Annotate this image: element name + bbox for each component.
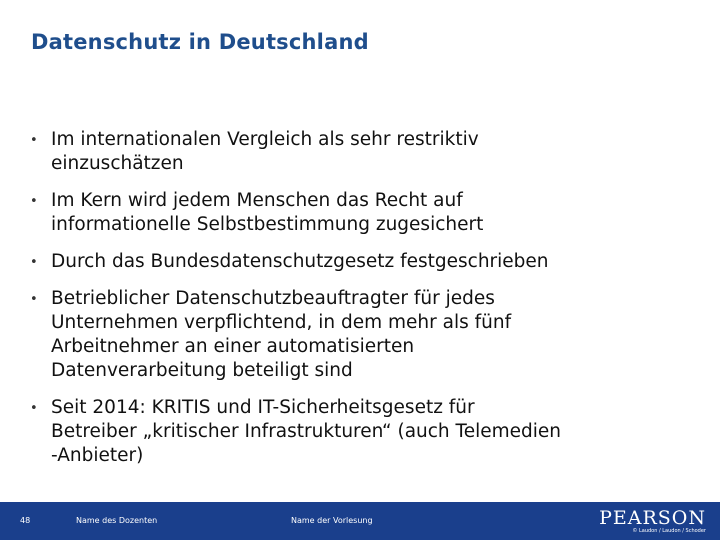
bullet-text: Betrieblicher Datenschutzbeauftragter für jedes Unternehmen verpflichtend, in dem mehr als fünf Arbeitnehmer an einer automatisierten Datenverarbeitung beteiligt sind <box>51 288 512 381</box>
bullet-marker: • <box>30 401 38 416</box>
bullet-text: Seit 2014: KRITIS und IT-Sicherheitsgesetz für Betreiber „kritischer Infrastrukturen“ (auch Telemedien -Anbieter) <box>51 397 561 466</box>
bullet-item <box>30 396 695 468</box>
bullet-item <box>30 287 695 383</box>
bullet-marker: • <box>30 194 38 209</box>
bullet-list <box>30 128 695 481</box>
bullet-text: Im Kern wird jedem Menschen das Recht auf informationelle Selbstbestimmung zugesichert <box>51 190 484 235</box>
lecturer-name: Name des Dozenten <box>76 516 158 525</box>
brand-wordmark: PEARSON <box>599 507 706 529</box>
bullet-marker: • <box>30 255 38 270</box>
copyright-text: © Laudon / Laudon / Schoder <box>632 528 706 534</box>
slide-title: Datenschutz in Deutschland <box>31 30 369 54</box>
bullet-item <box>30 250 695 274</box>
bullet-marker: • <box>30 133 38 148</box>
page-number: 48 <box>20 516 31 525</box>
bullet-text: Im internationalen Vergleich als sehr restriktiv einzuschätzen <box>51 129 479 174</box>
pearson-logo <box>599 508 706 535</box>
bullet-item <box>30 189 695 237</box>
lecture-name: Name der Vorlesung <box>291 516 373 525</box>
bullet-text: Durch das Bundesdatenschutzgesetz festgeschrieben <box>51 251 549 272</box>
footer-bar <box>0 502 720 540</box>
bullet-item <box>30 128 695 176</box>
bullet-marker: • <box>30 292 38 307</box>
